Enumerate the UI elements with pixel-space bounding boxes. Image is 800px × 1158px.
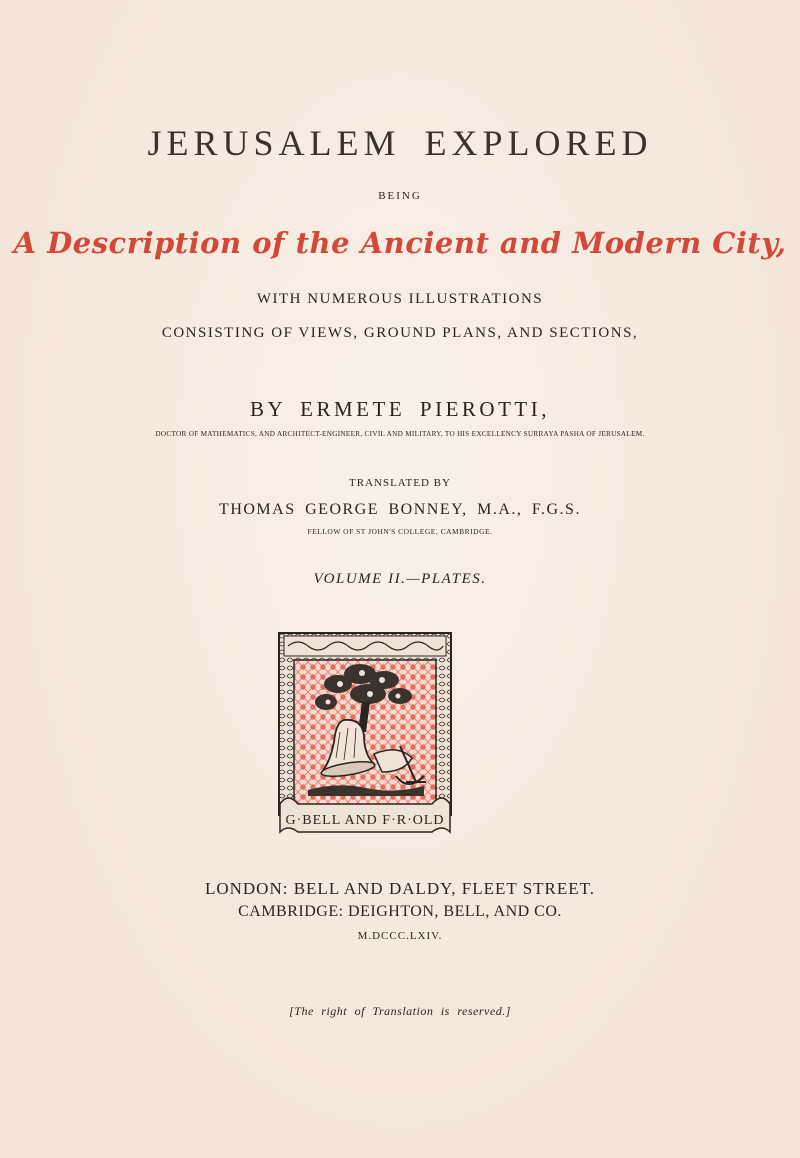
consisting-line: CONSISTING OF VIEWS, GROUND PLANS, AND SECTIONS, <box>161 325 639 341</box>
device-banner-text: G·BELL AND F·R·OLD <box>285 813 445 828</box>
author-credentials: DOCTOR OF MATHEMATICS, AND ARCHITECT-ENGINEER, CIVIL AND MILITARY, TO HIS EXCELLENCY SURRAYA PASHA OF JERUSALEM. <box>155 430 645 438</box>
translator-fellowship: FELLOW OF ST JOHN'S COLLEGE, CAMBRIDGE. <box>307 527 493 536</box>
imprint-cambridge: CAMBRIDGE: DEIGHTON, BELL, AND CO. <box>238 903 562 920</box>
imprint-date: M.DCCC.LXIV. <box>357 930 443 942</box>
rights-notice: [The right of Translation is reserved.] <box>289 1004 511 1018</box>
subtitle: A Description of the Ancient and Modern City, <box>13 226 787 260</box>
author-line: BY ERMETE PIEROTTI, <box>250 397 550 421</box>
being-label: BEING <box>378 190 422 202</box>
book-title: JERUSALEM EXPLORED <box>147 123 653 163</box>
translated-by-label: TRANSLATED BY <box>349 477 451 489</box>
printers-device-icon <box>278 632 452 840</box>
illustrations-line: WITH NUMEROUS ILLUSTRATIONS <box>256 291 544 307</box>
volume-label: VOLUME II.—PLATES. <box>313 571 487 587</box>
imprint-london: LONDON: BELL AND DALDY, FLEET STREET. <box>204 879 596 898</box>
translator-name: THOMAS GEORGE BONNEY, M.A., F.G.S. <box>219 501 581 518</box>
